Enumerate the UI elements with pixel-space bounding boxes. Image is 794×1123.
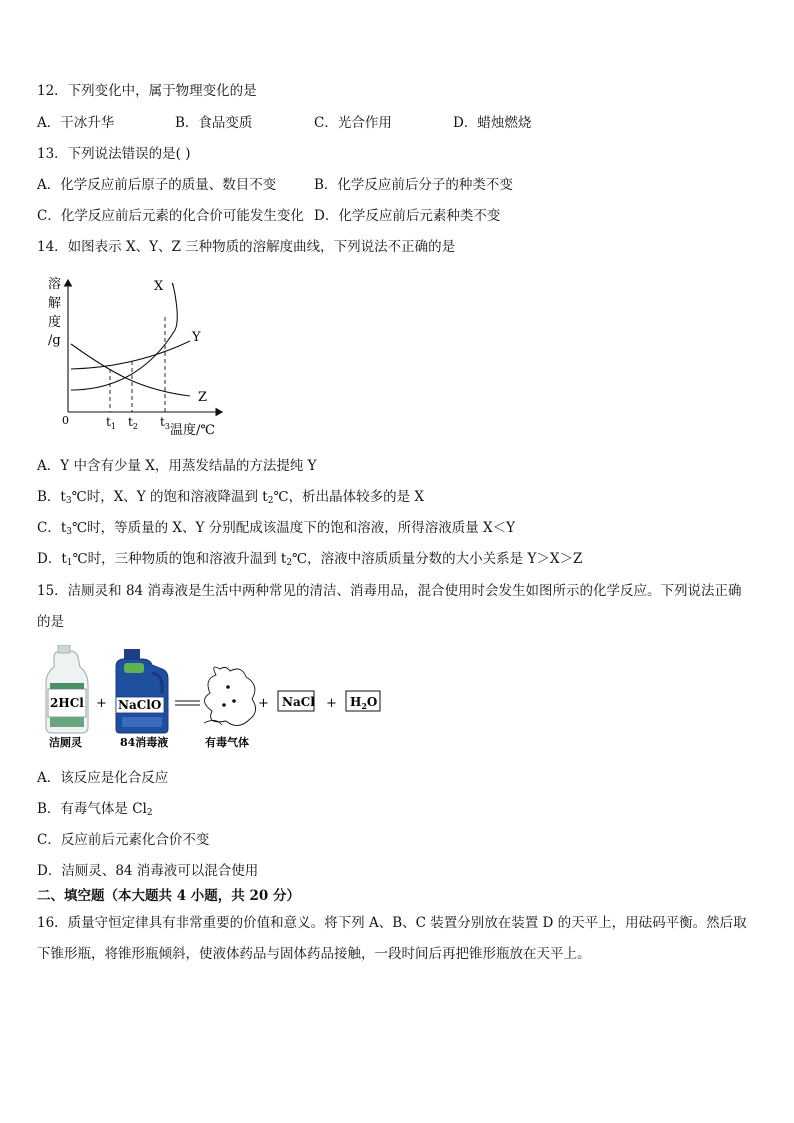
section-2-heading: 二、填空题（本大题共 4 小题，共 20 分） bbox=[37, 888, 300, 904]
q12-option-d: D．蜡烛燃烧 bbox=[453, 115, 532, 131]
q13-option-c: C．化学反应前后元素的化合价可能发生变化 bbox=[37, 208, 304, 224]
disinfectant-bottle-icon bbox=[116, 649, 168, 733]
curve-y bbox=[71, 341, 190, 369]
q14-option-d: D．$t_1℃$时，三种物质的饱和溶液升温到 $t_2℃$，溶液中溶质质量分数的大小关系是 Y＞X＞Z bbox=[37, 551, 583, 568]
reactant2-formula: NaClO bbox=[118, 698, 162, 712]
q13-option-d: D．化学反应前后元素种类不变 bbox=[314, 208, 501, 224]
toilet-cleaner-bottle-icon bbox=[46, 645, 88, 733]
q15-option-d: D．洁厕灵、84 消毒液可以混合使用 bbox=[37, 863, 259, 879]
q16-line2: 下锥形瓶，将锥形瓶倾斜，使液体药品与固体药品接触，一段时间后再把锥形瓶放在天平上。 bbox=[37, 946, 591, 962]
curve-label-y: Y bbox=[192, 330, 201, 345]
y-label-4: /g bbox=[48, 333, 61, 348]
curve-label-z: Z bbox=[198, 390, 208, 405]
q15-option-c: C．反应前后元素化合价不变 bbox=[37, 832, 210, 848]
q13-stem: 13．下列说法错误的是( ) bbox=[37, 146, 191, 162]
q12-option-b: B．食品变质 bbox=[175, 115, 253, 131]
tick-t1: $t_1$ bbox=[106, 415, 116, 431]
y-label-1: 溶 bbox=[48, 277, 62, 292]
q15-stem-line1: 15．洁厕灵和 84 消毒液是生活中两种常见的清洁、消毒用品，混合使用时会发生如图所示的化学反应。下列说法正确 bbox=[37, 583, 742, 599]
q12-option-c: C．光合作用 bbox=[314, 115, 392, 131]
q15-option-a: A．该反应是化合反应 bbox=[37, 770, 169, 786]
q15-option-b: B．有毒气体是 $Cl_2$ bbox=[37, 801, 153, 818]
q16-line1: 16．质量守恒定律具有非常重要的价值和意义。将下列 A、B、C 装置分别放在装置 D 的天平上，用砝码平衡。然后取 bbox=[37, 915, 747, 931]
q14-option-a: A．Y 中含有少量 X，用蒸发结晶的方法提纯 Y bbox=[37, 458, 317, 474]
q14-option-b: B．$t_3℃$时，X、Y 的饱和溶液降温到 $t_2℃$，析出晶体较多的是 X bbox=[37, 489, 424, 506]
solubility-chart bbox=[40, 272, 240, 440]
plus-2: + bbox=[258, 696, 269, 711]
reactant1-formula: 2HCl bbox=[50, 696, 84, 710]
q14-option-c: C．$t_3℃$时，等质量的 X、Y 分别配成该温度下的饱和溶液，所得溶液质量 X＜Y bbox=[37, 520, 516, 537]
product2-formula: NaCl bbox=[282, 695, 315, 709]
tick-t2: $t_2$ bbox=[128, 415, 138, 431]
reaction-figure bbox=[40, 645, 390, 755]
y-label-2: 解 bbox=[48, 296, 62, 311]
toxic-gas-icon bbox=[204, 667, 256, 726]
origin-label: 0 bbox=[62, 414, 69, 427]
q15-stem-line2: 的是 bbox=[37, 614, 64, 630]
reactant1-name: 洁厕灵 bbox=[49, 736, 82, 749]
q13-option-b: B．化学反应前后分子的种类不变 bbox=[314, 177, 513, 193]
curve-label-x: X bbox=[154, 279, 164, 294]
reactant2-name: 84消毒液 bbox=[120, 736, 169, 749]
curve-z bbox=[71, 344, 190, 396]
q12-stem: 12．下列变化中，属于物理变化的是 bbox=[37, 83, 257, 99]
y-label-3: 度 bbox=[48, 315, 62, 330]
curve-x bbox=[71, 283, 177, 390]
q14-stem: 14．如图表示 X、Y、Z 三种物质的溶解度曲线，下列说法不正确的是 bbox=[37, 239, 456, 255]
q13-option-a: A．化学反应前后原子的质量、数目不变 bbox=[37, 177, 277, 193]
plus-1: + bbox=[96, 696, 107, 711]
product3-formula: $H_2O$ bbox=[350, 695, 378, 711]
product1-name: 有毒气体 bbox=[205, 736, 249, 749]
tick-t3: $t_3$ bbox=[160, 415, 170, 431]
q12-option-a: A．干冰升华 bbox=[37, 115, 115, 131]
plus-3: + bbox=[326, 696, 337, 711]
x-label: 温度/℃ bbox=[170, 423, 215, 438]
